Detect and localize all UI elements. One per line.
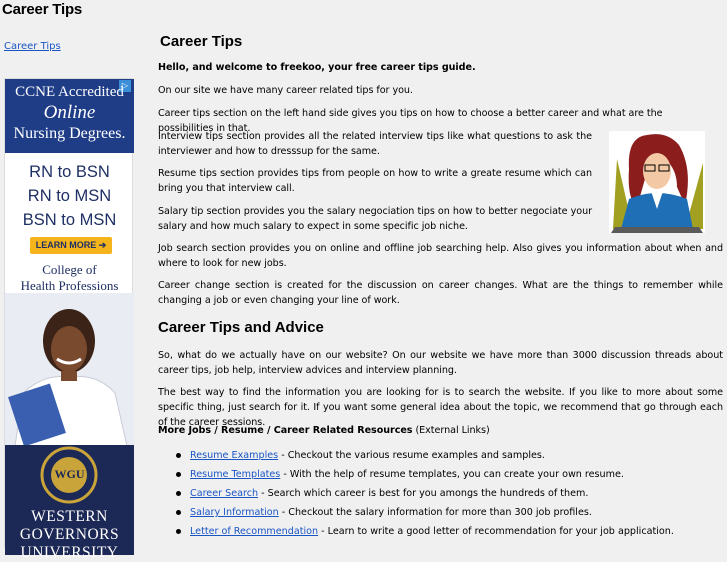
ad-headline-2: Online — [43, 102, 96, 123]
ad-headline-1: CCNE Accredited — [15, 84, 124, 100]
ad-choices-icon[interactable]: ▷ — [119, 80, 131, 92]
career-search-link[interactable]: Career Search — [190, 488, 259, 499]
ad-nurse-photo — [5, 293, 134, 446]
welcome-text: Hello, and welcome to freekoo, your free career tips guide. — [158, 62, 476, 73]
ad-footer — [5, 445, 134, 561]
sidebar-link-career-tips[interactable]: Career Tips — [4, 41, 61, 52]
ad-college-line-1: College of — [42, 262, 97, 277]
site-title: Career Tips — [2, 1, 83, 18]
career-change-paragraph: Career change section is created for the discussion on career changes. What are the things to remember while changing a job or even changing your line of work. — [158, 280, 723, 306]
ad-program: RN to BSN — [29, 163, 110, 181]
ad-program: RN to MSN — [27, 187, 112, 205]
link-description: - Checkout the salary information for more than 300 job profiles. — [278, 507, 592, 518]
link-description: - With the help of resume templates, you can create your own resume. — [280, 469, 624, 480]
link-description: - Checkout the various resume examples and samples. — [278, 450, 545, 461]
search-paragraph: The best way to find the information you are looking for is to search the website. If you like to more about some specific thing, just search for it. If you want some general idea about the topic, we recommend that go through each of the career sessions. — [158, 387, 723, 428]
page-title: Career Tips — [160, 33, 243, 50]
advertisement-banner[interactable] — [4, 78, 133, 561]
ad-brand-1: WESTERN — [31, 508, 108, 525]
resume-examples-link[interactable]: Resume Examples — [190, 450, 279, 461]
list-item — [172, 484, 674, 503]
intro-paragraph: On our site we have many career related tips for you. — [158, 85, 413, 96]
letter-of-recommendation-link[interactable]: Letter of Recommendation — [190, 526, 319, 537]
resources-list — [172, 446, 674, 541]
link-description: - Search which career is best for you amongs the hundreds of them. — [258, 488, 589, 499]
job-search-paragraph: Job search section provides you on online and offline job searching help. Also gives you information about when and where to look for new jobs. — [158, 243, 723, 269]
resume-templates-link[interactable]: Resume Templates — [190, 469, 281, 480]
link-description: - Learn to write a good letter of recommendation for your job application. — [318, 526, 674, 537]
ad-headline-3: Nursing Degrees. — [13, 125, 126, 142]
section-heading: Career Tips and Advice — [158, 319, 324, 336]
ad-brand-2: GOVERNORS — [19, 526, 120, 543]
list-item — [172, 446, 674, 465]
salary-information-link[interactable]: Salary Information — [190, 507, 279, 518]
salary-tips-paragraph: Salary tip section provides you the salary negociation tips on how to better negociate your salary and how much salary to expect in some specific job niche. — [158, 206, 592, 232]
list-item — [172, 465, 674, 484]
website-paragraph: So, what do we actually have on our website? On our website we have more than 3000 discussion threads about career tips, job help, interview advices and interview planning. — [158, 350, 723, 376]
ad-learn-more-button[interactable]: LEARN MORE ➔ — [30, 237, 112, 254]
ad-college-line-2: Health Professions — [20, 278, 119, 293]
resources-heading — [158, 423, 490, 438]
businesswoman-illustration — [607, 129, 707, 235]
list-item — [172, 522, 674, 541]
resume-tips-paragraph: Resume tips section provides tips from people on how to write a greate resume which can bring you that interview call. — [158, 168, 592, 194]
resources-heading-text: More Jobs / Resume / Career Related Resources — [158, 425, 413, 436]
ad-brand-3: UNIVERSITY — [20, 544, 119, 561]
ad-program: BSN to MSN — [22, 211, 117, 229]
resources-note: (External Links) — [415, 425, 490, 436]
career-tips-paragraph: Career tips section on the left hand side gives you tips on how to choose a better career and what are the possibilities in that. — [158, 108, 663, 134]
ad-seal-logo: WGU — [54, 467, 85, 481]
interview-tips-paragraph: Interview tips section provides all the related interview tips like what questions to ask the interviewer and how to dresssup for the same. — [158, 131, 592, 157]
list-item — [172, 503, 674, 522]
